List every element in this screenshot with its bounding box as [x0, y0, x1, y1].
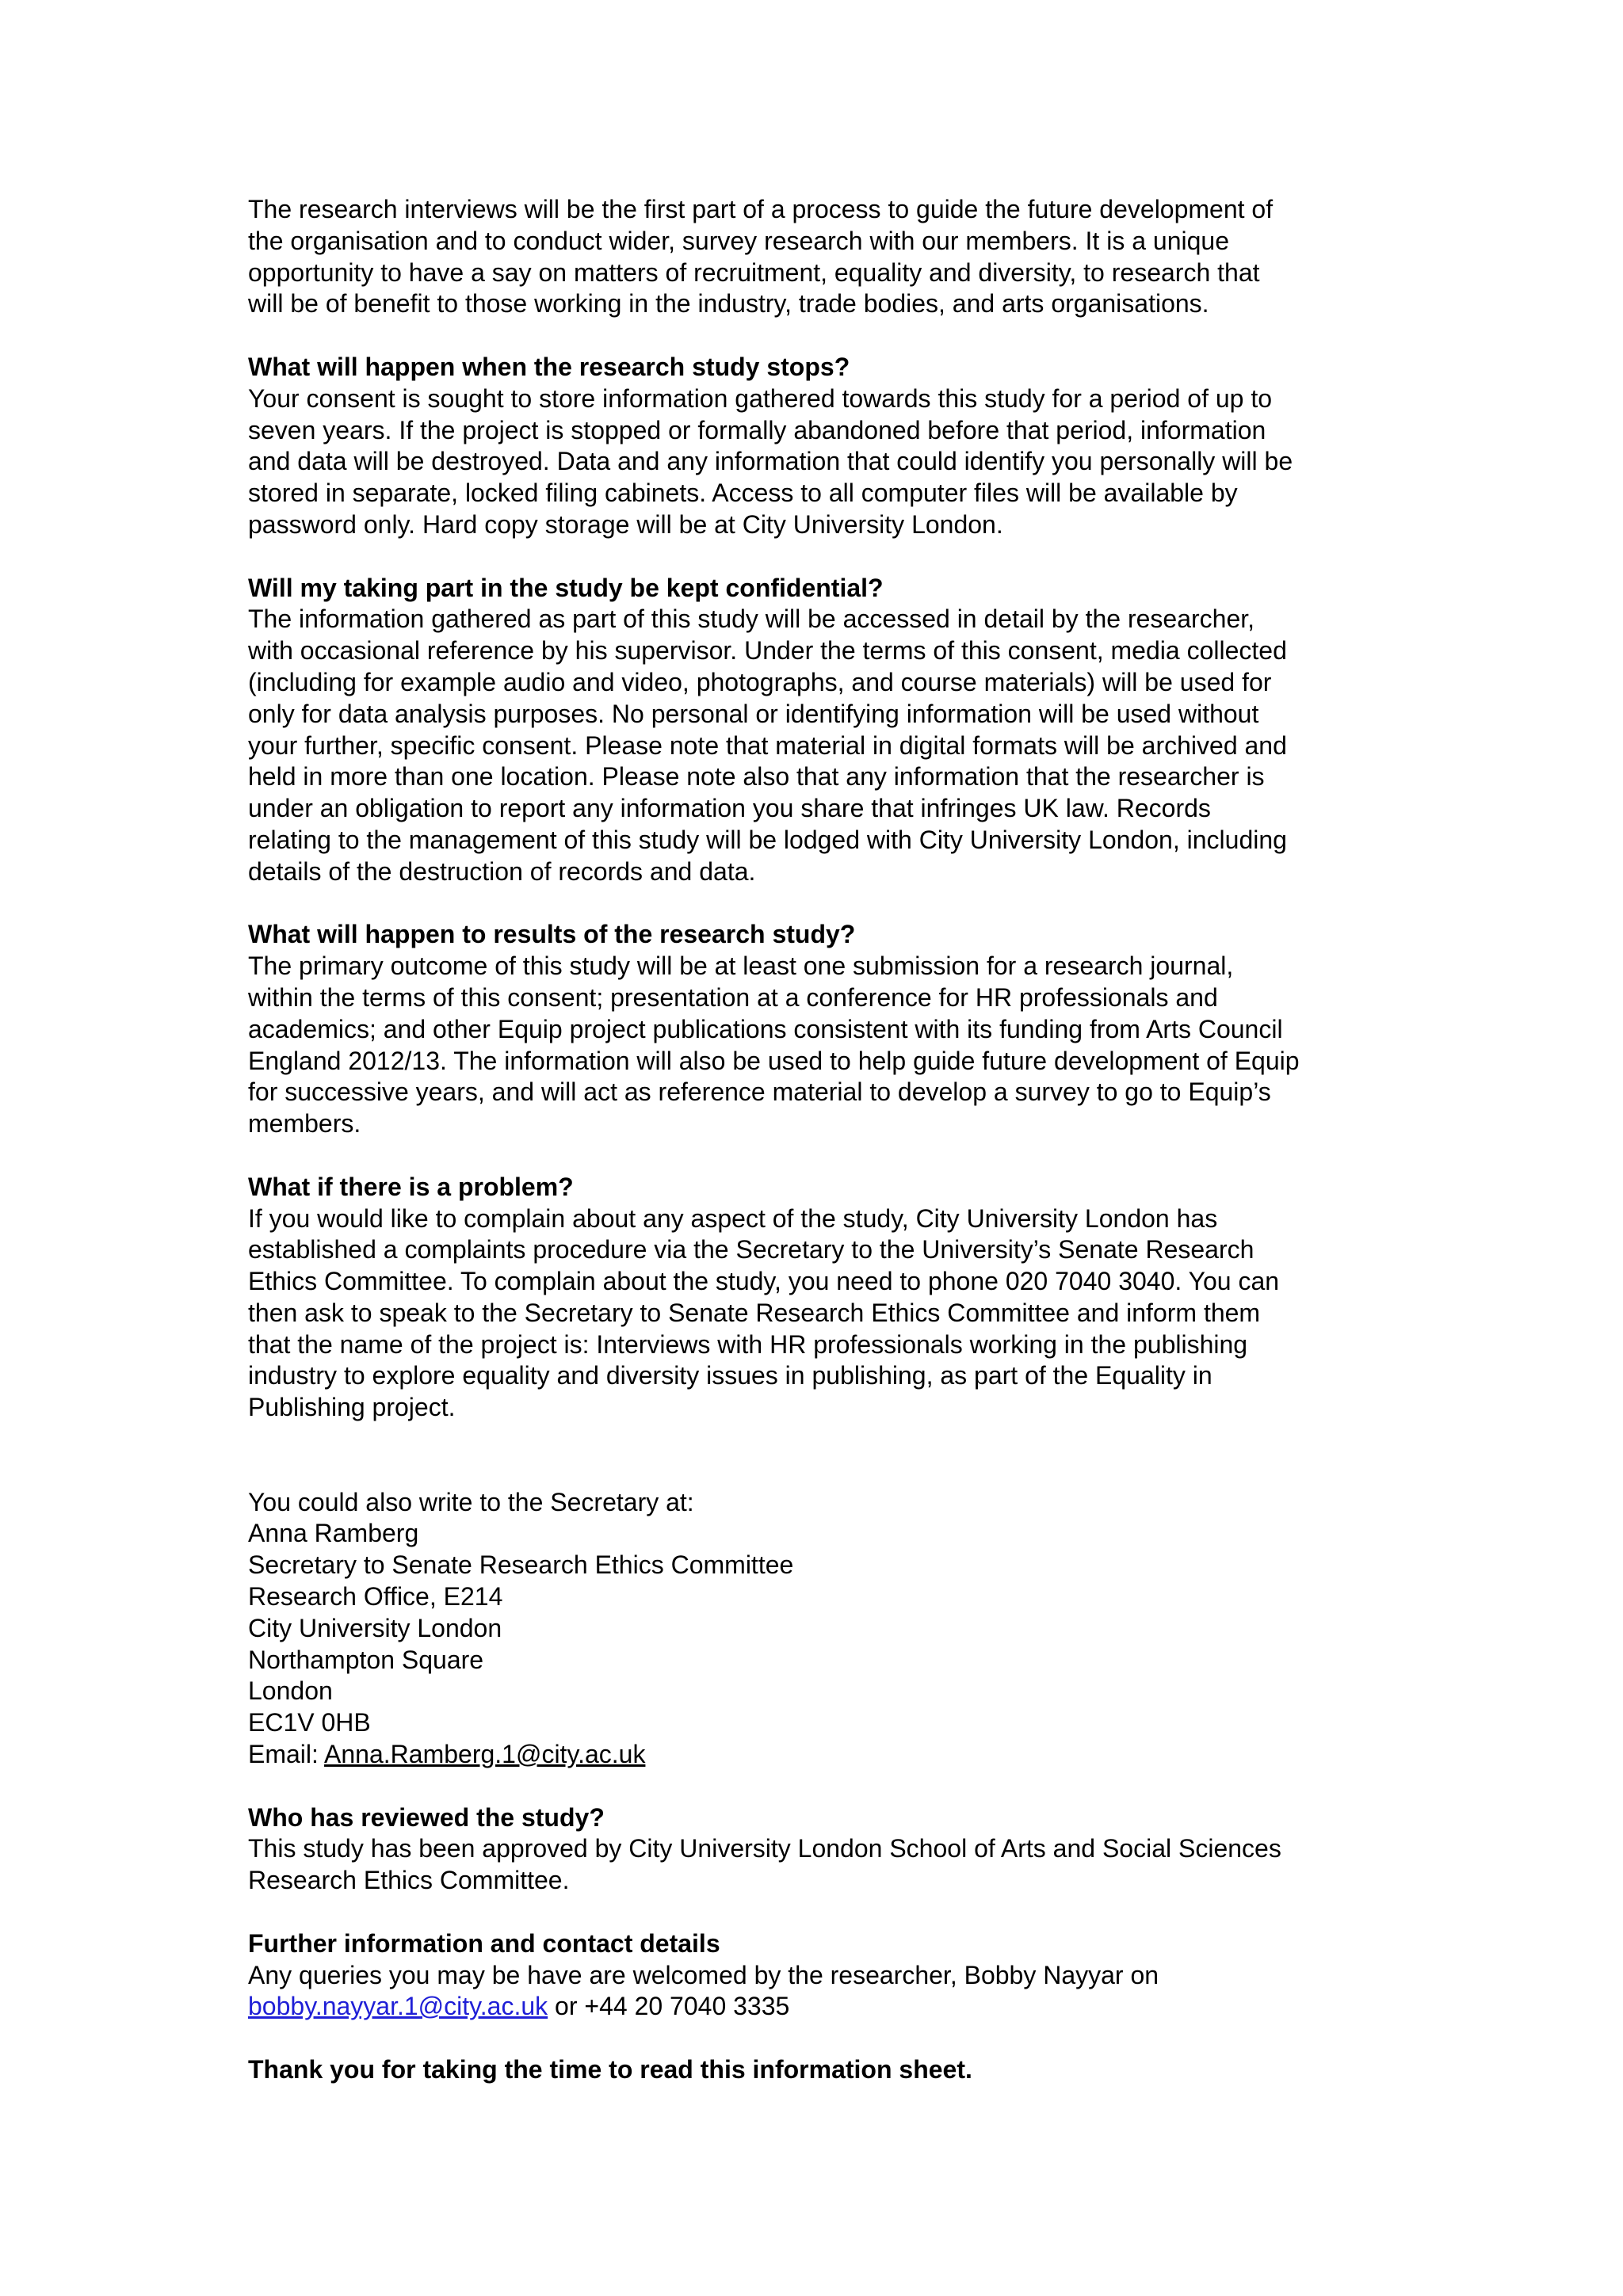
secretary-email-link[interactable]: Anna.Ramberg.1@city.ac.uk	[324, 1740, 646, 1769]
intro-paragraph	[248, 194, 1405, 320]
text-line: The primary outcome of this study will be at least one submission for a research journal,	[248, 952, 1234, 981]
section-heading: What will happen to results of the research study?	[248, 920, 856, 949]
text-line: Any queries you may be have are welcomed by the researcher, Bobby Nayyar on	[248, 1960, 1159, 1989]
text-line: with occasional reference by his supervisor. Under the terms of this consent, media collected	[248, 636, 1287, 666]
text-line: only for data analysis purposes. No personal or identifying information will be used without	[248, 699, 1259, 728]
address-line: EC1V 0HB	[248, 1708, 371, 1737]
text-line: opportunity to have a say on matters of recruitment, equality and diversity, to research that	[248, 257, 1260, 287]
secretary-address	[248, 1487, 1405, 1771]
document-page	[248, 194, 1405, 2118]
text-line: details of the destruction of records and data.	[248, 856, 756, 886]
text-line: Research Ethics Committee.	[248, 1866, 570, 1895]
section-heading: What if there is a problem?	[248, 1172, 574, 1201]
text-line: members.	[248, 1109, 361, 1138]
text-line: England 2012/13. The information will also be used to help guide future development of Equip	[248, 1046, 1300, 1075]
closing-text: Thank you for taking the time to read this information sheet.	[248, 2055, 972, 2084]
address-line: Secretary to Senate Research Ethics Committee	[248, 1550, 794, 1580]
address-line: Northampton Square	[248, 1645, 484, 1674]
section-heading: Who has reviewed the study?	[248, 1802, 605, 1832]
text-line: Publishing project.	[248, 1393, 456, 1422]
text-line: for successive years, and will act as reference material to develop a survey to go to Equip’s	[248, 1077, 1271, 1107]
text-line: Your consent is sought to store information gathered towards this study for a period of up to	[248, 383, 1273, 413]
section-problem	[248, 1172, 1405, 1424]
text-line: relating to the management of this study will be lodged with City University London, including	[248, 825, 1287, 854]
text-line: established a complaints procedure via the Secretary to the University’s Senate Research	[248, 1235, 1254, 1264]
text-line: under an obligation to report any information you share that infringes UK law. Records	[248, 794, 1211, 823]
email-label: Email:	[248, 1740, 325, 1769]
text-line: stored in separate, locked filing cabinets. Access to all computer files will be available by	[248, 479, 1238, 508]
text-line: password only. Hard copy storage will be at City University London.	[248, 509, 1003, 539]
text-line: academics; and other Equip project publications consistent with its funding from Arts Council	[248, 1014, 1283, 1043]
closing-paragraph	[248, 2054, 1405, 2086]
address-line: London	[248, 1676, 333, 1706]
address-line: Research Office, E214	[248, 1582, 503, 1611]
text-line: will be of benefit to those working in the industry, trade bodies, and arts organisations.	[248, 289, 1209, 318]
section-study-stops	[248, 352, 1405, 541]
section-heading: What will happen when the research study stops?	[248, 352, 850, 381]
text-line: The information gathered as part of this study will be accessed in detail by the researcher,	[248, 605, 1255, 634]
section-heading: Further information and contact details	[248, 1928, 720, 1958]
section-contact	[248, 1928, 1405, 2023]
text-line: (including for example audio and video, photographs, and course materials) will be used for	[248, 667, 1272, 696]
text-line: held in more than one location. Please note also that any information that the researcher is	[248, 762, 1265, 791]
address-line: Anna Ramberg	[248, 1519, 419, 1548]
section-results	[248, 919, 1405, 1140]
researcher-email-link[interactable]: bobby.nayyar.1@city.ac.uk	[248, 1992, 548, 2021]
text-line: within the terms of this consent; presentation at a conference for HR professionals and	[248, 982, 1218, 1012]
text-line: then ask to speak to the Secretary to Senate Research Ethics Committee and inform them	[248, 1298, 1261, 1327]
text-line: The research interviews will be the first part of a process to guide the future development of	[248, 195, 1274, 223]
text-line: your further, specific consent. Please note that material in digital formats will be archived and	[248, 730, 1287, 760]
text-line: the organisation and to conduct wider, survey research with our members. It is a unique	[248, 226, 1229, 255]
text-line: If you would like to complain about any aspect of the study, City University London has	[248, 1203, 1218, 1233]
address-line: You could also write to the Secretary at:	[248, 1487, 694, 1516]
text-line: and data will be destroyed. Data and any information that could identify you personally will be	[248, 447, 1293, 476]
text-line: industry to explore equality and diversity issues in publishing, as part of the Equality in	[248, 1361, 1212, 1390]
text-line: seven years. If the project is stopped or formally abandoned before that period, information	[248, 415, 1266, 444]
contact-line	[248, 1991, 1405, 2023]
phone-text: or +44 20 7040 3335	[548, 1992, 790, 2021]
text-line: Ethics Committee. To complain about the study, you need to phone 020 7040 3040. You can	[248, 1267, 1280, 1296]
text-line: that the name of the project is: Interviews with HR professionals working in the publishing	[248, 1329, 1248, 1359]
text-line: This study has been approved by City University London School of Arts and Social Sciences	[248, 1834, 1281, 1863]
section-heading: Will my taking part in the study be kept confidential?	[248, 573, 884, 602]
address-line: City University London	[248, 1613, 502, 1642]
section-confidential	[248, 573, 1405, 888]
email-line	[248, 1739, 1405, 1771]
section-reviewed	[248, 1802, 1405, 1897]
